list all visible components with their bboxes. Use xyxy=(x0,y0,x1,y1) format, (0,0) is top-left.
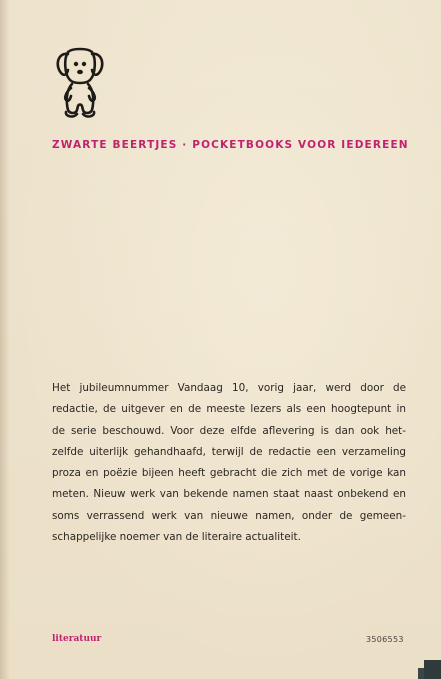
blurb-text xyxy=(52,378,406,548)
catalog-code: 3506553 xyxy=(366,635,404,644)
blurb-line: meten. Nieuw werk van bekende namen staat naast onbekend en xyxy=(52,488,406,501)
genre-label: literatuur xyxy=(52,634,102,644)
blurb-line: proza en poëzie bijeen heeft gebracht die zich met de vorige kan xyxy=(52,467,406,480)
label-sticker xyxy=(424,660,441,679)
blurb-line: redactie, de uitgever en de meeste lezers als een hoogtepunt in xyxy=(52,403,406,416)
spine-shadow xyxy=(0,0,10,679)
zwarte-beertjes-bear-icon xyxy=(52,44,108,122)
blurb-line: de serie beschouwd. Voor deze elfde aflevering is dan ook het- xyxy=(52,424,406,437)
blurb-line: zelfde uiterlijk gehandhaafd, terwijl de redactie een verzameling xyxy=(52,445,406,458)
blurb-line: schappelijke noemer van de literaire actualiteit. xyxy=(52,531,301,544)
series-title: ZWARTE BEERTJES · POCKETBOOKS VOOR IEDEREEN xyxy=(52,139,409,151)
blurb-line: Het jubileumnummer Vandaag 10, vorig jaar, werd door de xyxy=(52,382,406,394)
blurb-line: soms verrassend werk van nieuwe namen, onder de gemeen- xyxy=(52,509,406,522)
